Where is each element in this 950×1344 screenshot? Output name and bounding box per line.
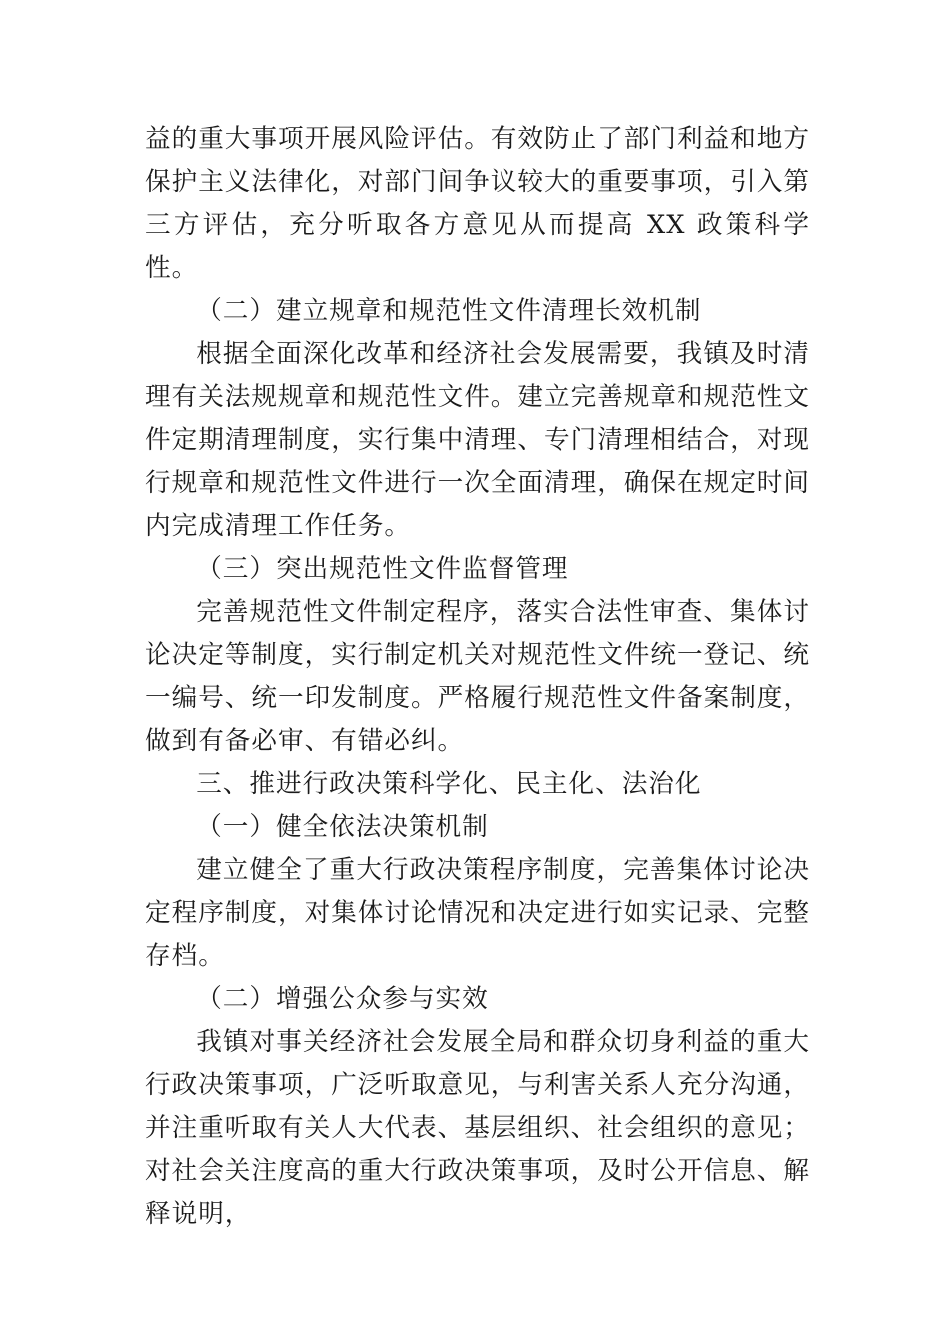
paragraph-decision-mechanism: 建立健全了重大行政决策程序制度，完善集体讨论决定程序制度，对集体讨论情况和决定进行如实记录、完整存档。 bbox=[145, 855, 810, 971]
paragraph-continuation: 益的重大事项开展风险评估。有效防止了部门利益和地方保护主义法律化，对部门间争议较大的重要事项，引入第三方评估，充分听取各方意见从而提高 XX 政策科学性。 bbox=[145, 124, 810, 283]
paragraph-supervision: 完善规范性文件制定程序，落实合法性审查、集体讨论决定等制度，实行制定机关对规范性文件统一登记、统一编号、统一印发制度。严格履行规范性文件备案制度，做到有备必审、有错必纠。 bbox=[145, 597, 810, 756]
section-heading-2-3: （三）突出规范性文件监督管理 bbox=[196, 554, 569, 584]
paragraph-public-participation: 我镇对事关经济社会发展全局和群众切身利益的重大行政决策事项，广泛听取意见，与利害关系人充分沟通，并注重听取有关人大代表、基层组织、社会组织的意见；对社会关注度高的重大行政决策事项，及时公开信息、解释说明， bbox=[145, 1027, 810, 1229]
chapter-heading-3: 三、推进行政决策科学化、民主化、法治化 bbox=[196, 769, 702, 799]
section-heading-3-2: （二）增强公众参与实效 bbox=[196, 984, 489, 1014]
section-heading-2-2: （二）建立规章和规范性文件清理长效机制 bbox=[196, 296, 702, 326]
paragraph-cleanup-mechanism: 根据全面深化改革和经济社会发展需要，我镇及时清理有关法规规章和规范性文件。建立完善规章和规范性文件定期清理制度，实行集中清理、专门清理相结合，对现行规章和规范性文件进行一次全面清理，确保在规定时间内完成清理工作任务。 bbox=[145, 339, 810, 541]
document-body bbox=[145, 118, 810, 1236]
section-heading-3-1: （一）健全依法决策机制 bbox=[196, 812, 489, 842]
